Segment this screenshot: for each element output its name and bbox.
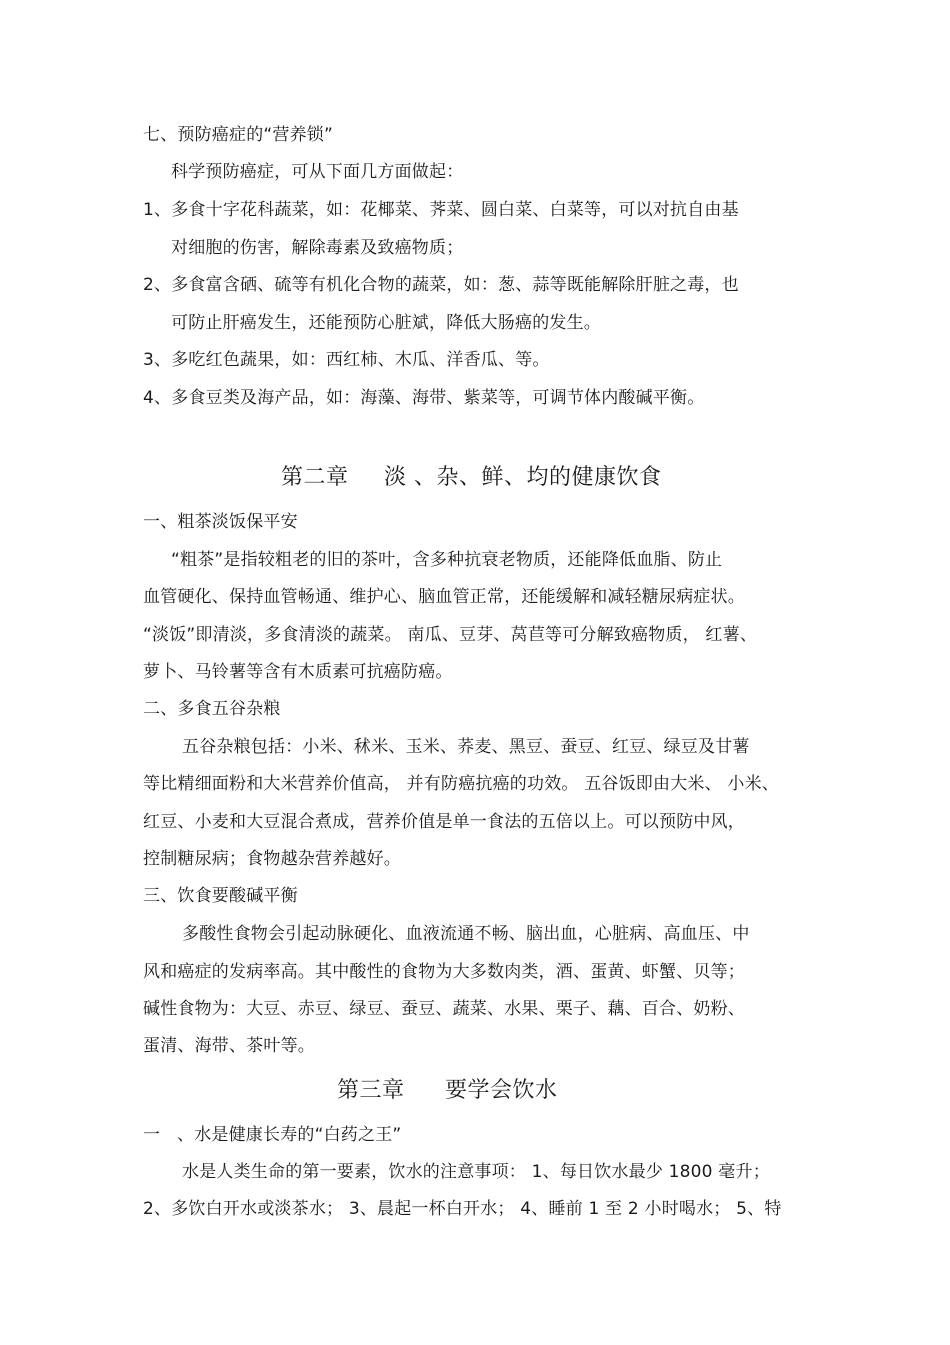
section-heading: 一、粗茶淡饭保平安 [143, 512, 298, 532]
paragraph-line: “粗茶”是指较粗老的旧的茶叶，含多种抗衰老物质，还能降低血脂、防止 [171, 550, 723, 570]
list-item-line: 对细胞的伤害，解除毒素及致癌物质； [171, 238, 464, 258]
paragraph-line: 2、多饮白开水或淡茶水； 3、晨起一杯白开水； 4、睡前 1 至 2 小时喝水； 5、特 [143, 1199, 782, 1219]
paragraph-line: “淡饭”即清淡，多食清淡的蔬菜。 南瓜、豆芽、莴苣等可分解致癌物质， 红薯、 [143, 625, 758, 645]
paragraph-line: 五谷杂粮包括：小米、秫米、玉米、荞麦、黑豆、蚕豆、红豆、绿豆及甘薯 [182, 737, 750, 757]
chapter-number: 第三章 [337, 1078, 405, 1103]
list-item-line: 可防止肝癌发生，还能预防心脏斌，降低大肠癌的发生。 [171, 313, 601, 333]
section-heading: 二、多食五谷杂粮 [143, 699, 281, 719]
paragraph-line: 多酸性食物会引起动脉硬化、血液流通不畅、脑出血，心脏病、高血压、中 [182, 924, 750, 944]
paragraph-line: 科学预防癌症，可从下面几方面做起： [171, 162, 464, 182]
paragraph-line: 红豆、小麦和大豆混合煮成，营养价值是单一食法的五倍以上。可以预防中风， [143, 812, 745, 832]
paragraph-line: 风和癌症的发病率高。其中酸性的食物为大多数肉类，酒、蛋黄、虾蟹、贝等； [143, 962, 745, 982]
section-heading: 三、饮食要酸碱平衡 [143, 886, 298, 906]
section-heading: 、水是健康长寿的“白药之王” [177, 1125, 402, 1145]
chapter-number: 第二章 [281, 465, 349, 490]
paragraph-line: 等比精细面粉和大米营养价值高， 并有防癌抗癌的功效。 五谷饭即由大米、 小米、 [143, 774, 780, 794]
list-item-line: 4、多食豆类及海产品，如：海藻、海带、紫菜等，可调节体内酸碱平衡。 [143, 388, 705, 408]
paragraph-line: 血管硬化、保持血管畅通、维护心、脑血管正常，还能缓解和减轻糖尿病症状。 [143, 587, 745, 607]
chapter-title: 淡 、杂、鲜、均的健康饮食 [384, 465, 662, 490]
list-item-line: 3、多吃红色蔬果，如：西红柿、木瓜、洋香瓜、等。 [143, 350, 550, 370]
list-item-line: 2、多食富含硒、硫等有机化合物的蔬菜，如：葱、蒜等既能解除肝脏之毒，也 [143, 275, 739, 295]
list-item-line: 1、多食十字花科蔬菜，如：花椰菜、荠菜、圆白菜、白菜等，可以对抗自由基 [143, 200, 739, 220]
paragraph-line: 水是人类生命的第一要素，饮水的注意事项： 1、每日饮水最少 1800 毫升； [182, 1162, 770, 1182]
section-heading: 七、预防癌症的“营养锁” [143, 125, 334, 145]
section-heading-number: 一 [143, 1125, 161, 1145]
chapter-title: 要学会饮水 [445, 1078, 558, 1103]
paragraph-line: 控制糖尿病；食物越杂营养越好。 [143, 849, 401, 869]
paragraph-line: 萝卜、马铃薯等含有木质素可抗癌防癌。 [143, 662, 453, 682]
paragraph-line: 碱性食物为：大豆、赤豆、绿豆、蚕豆、蔬菜、水果、栗子、藕、百合、奶粉、 [143, 999, 745, 1019]
paragraph-line: 蛋清、海带、茶叶等。 [143, 1036, 315, 1056]
